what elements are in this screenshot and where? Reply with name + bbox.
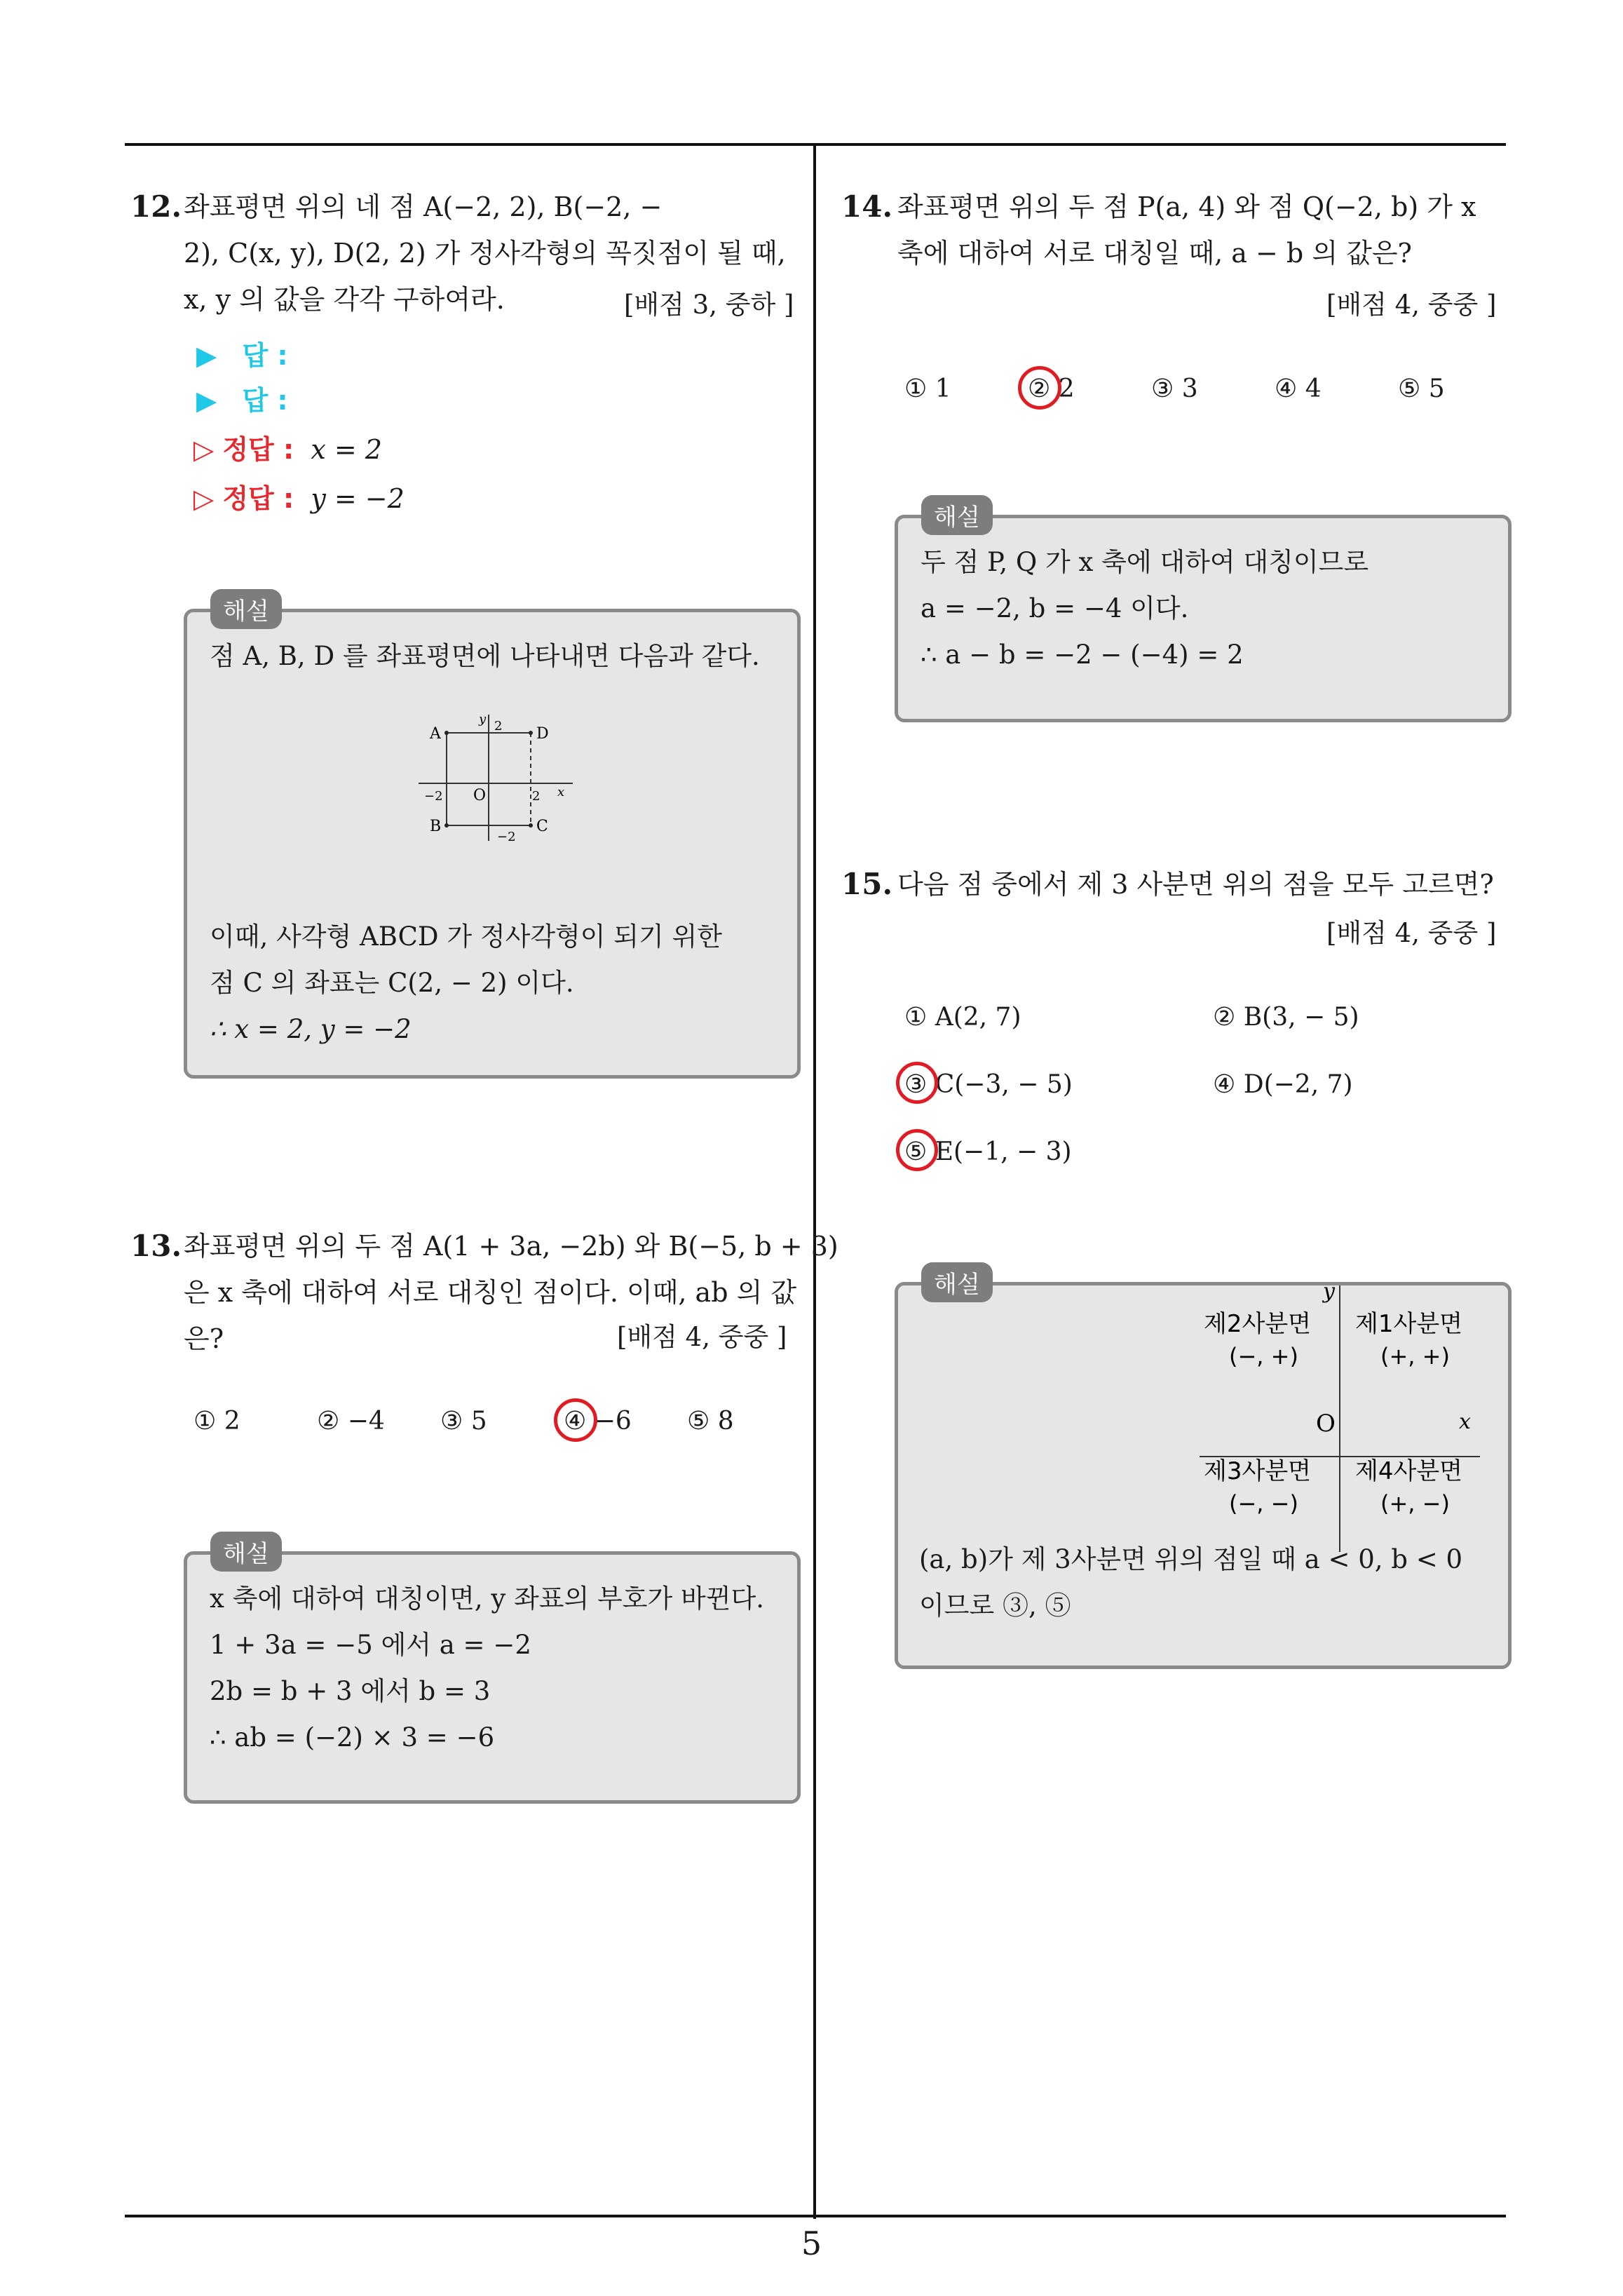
question-text-line: x, y 의 값을 각각 구하여라.	[184, 284, 505, 315]
selected-circle-mark	[896, 1062, 938, 1104]
tick-label: −2	[497, 830, 516, 844]
question-number: 15.	[841, 867, 893, 901]
solution-tag: 해설	[210, 589, 282, 629]
quadrant-2-label: 제2사분면	[1204, 1310, 1312, 1338]
solution-box	[184, 609, 801, 1079]
solution-line: x 축에 대하여 대칭이면, y 좌표의 부호가 바뀐다.	[210, 1583, 764, 1614]
choice-4[interactable]: ④ D(−2, 7)	[1213, 1070, 1353, 1099]
choice-3[interactable]: ③ 3	[1151, 374, 1198, 403]
coordinate-diagram	[412, 708, 594, 848]
question-text-line: 축에 대하여 서로 대칭일 때, a − b 의 값은?	[897, 238, 1412, 269]
question-text-line: 2), C(x, y), D(2, 2) 가 정사각형의 꼭짓점이 될 때,	[184, 238, 786, 269]
solution-line: 2b = b + 3 에서 b = 3	[210, 1676, 491, 1706]
quadrant-4-sign: (+, −)	[1380, 1490, 1450, 1517]
choice-5[interactable]: ⑤ E(−1, − 3)	[904, 1137, 1072, 1166]
quadrant-3-sign: (−, −)	[1229, 1490, 1298, 1517]
tick-label: 2	[532, 789, 541, 804]
point-label-D: D	[536, 725, 549, 743]
score-level: [배점 3, 중하 ]	[624, 290, 794, 320]
choice-4[interactable]: ④ −6	[564, 1407, 632, 1436]
question-number: 14.	[841, 189, 893, 224]
answer-row	[196, 379, 288, 417]
correct-label: 정답 :	[222, 434, 294, 465]
axis-label-y: y	[479, 712, 487, 727]
solution-box	[184, 1551, 801, 1804]
solution-line: 이므로 ③, ⑤	[919, 1591, 1071, 1621]
answer-label: 답 :	[242, 385, 288, 416]
choice-4[interactable]: ④ 4	[1275, 374, 1322, 403]
question-text-line: 은 x 축에 대하여 서로 대칭인 점이다. 이때, ab 의 값	[184, 1277, 797, 1308]
quadrant-2-sign: (−, +)	[1229, 1343, 1298, 1370]
axis-label-x: x	[557, 785, 565, 799]
origin-label: O	[473, 787, 487, 804]
solution-line: 점 C 의 좌표는 C(2, − 2) 이다.	[210, 968, 574, 998]
choice-2[interactable]: ② B(3, − 5)	[1213, 1003, 1359, 1032]
correct-value: y = −2	[311, 483, 405, 514]
choice-2[interactable]: ② −4	[317, 1407, 385, 1436]
solution-line: 이때, 사각형 ABCD 가 정사각형이 되기 위한	[210, 921, 723, 952]
solution-line: ∴ a − b = −2 − (−4) = 2	[921, 640, 1244, 670]
play-icon: ▶	[196, 385, 217, 416]
triangle-outline-icon: ▷	[193, 434, 215, 465]
choice-3[interactable]: ③ 5	[440, 1407, 487, 1436]
choice-2[interactable]: ② 2	[1028, 374, 1075, 403]
score-level: [배점 4, 중중 ]	[1326, 290, 1497, 320]
bottom-rule	[125, 2215, 1506, 2217]
axis-label-y: y	[1323, 1285, 1335, 1304]
choice-3[interactable]: ③ C(−3, − 5)	[904, 1070, 1073, 1099]
quadrant-1-sign: (+, +)	[1380, 1343, 1450, 1370]
question-text-line: 은?	[184, 1323, 224, 1354]
solution-line: a = −2, b = −4 이다.	[921, 593, 1189, 623]
answer-label: 답 :	[242, 340, 288, 371]
solution-tag: 해설	[921, 495, 993, 535]
point-label-C: C	[536, 818, 548, 835]
choice-1[interactable]: ① 2	[193, 1407, 240, 1436]
point-label-A: A	[430, 725, 441, 743]
tick-label: 2	[494, 719, 503, 734]
choice-5[interactable]: ⑤ 8	[687, 1407, 734, 1436]
correct-answer-row	[193, 477, 405, 515]
point-label-B: B	[430, 818, 442, 835]
question-number: 13.	[130, 1229, 182, 1263]
quadrant-1-label: 제1사분면	[1355, 1310, 1463, 1338]
play-icon: ▶	[196, 340, 217, 371]
choice-5[interactable]: ⑤ 5	[1398, 374, 1445, 403]
question-text-line: 좌표평면 위의 두 점 P(a, 4) 와 점 Q(−2, b) 가 x	[897, 191, 1476, 222]
selected-circle-mark	[896, 1129, 938, 1171]
solution-line: ∴ ab = (−2) × 3 = −6	[210, 1722, 495, 1753]
page-number: 5	[801, 2224, 822, 2262]
question-text-line: 좌표평면 위의 네 점 A(−2, 2), B(−2, −	[184, 191, 663, 222]
triangle-outline-icon: ▷	[193, 483, 215, 514]
question-text-line: 다음 점 중에서 제 3 사분면 위의 점을 모두 고르면?	[897, 869, 1494, 900]
solution-line: 점 A, B, D 를 좌표평면에 나타내면 다음과 같다.	[210, 641, 760, 671]
quadrant-4-label: 제4사분면	[1355, 1457, 1463, 1485]
solution-box	[895, 1282, 1512, 1669]
solution-line: ∴ x = 2, y = −2	[210, 1014, 412, 1044]
quadrant-3-label: 제3사분면	[1204, 1457, 1312, 1485]
solution-tag: 해설	[210, 1532, 282, 1572]
correct-answer-row	[193, 428, 382, 466]
score-level: [배점 4, 중중 ]	[617, 1322, 787, 1352]
solution-tag: 해설	[921, 1262, 993, 1302]
tick-label: −2	[424, 789, 443, 804]
solution-line: (a, b)가 제 3사분면 위의 점일 때 a < 0, b < 0	[919, 1544, 1463, 1574]
score-level: [배점 4, 중중 ]	[1326, 918, 1497, 948]
solution-line: 1 + 3a = −5 에서 a = −2	[210, 1630, 531, 1660]
origin-label: O	[1316, 1410, 1336, 1438]
question-text-line: 좌표평면 위의 두 점 A(1 + 3a, −2b) 와 B(−5, b + 3)	[184, 1231, 838, 1262]
correct-label: 정답 :	[222, 483, 294, 514]
choice-1[interactable]: ① A(2, 7)	[904, 1003, 1021, 1032]
correct-value: x = 2	[311, 434, 382, 465]
selected-circle-mark	[1018, 366, 1061, 410]
column-divider	[813, 144, 816, 2219]
choice-1[interactable]: ① 1	[904, 374, 951, 403]
answer-row	[196, 334, 288, 372]
solution-line: 두 점 P, Q 가 x 축에 대하여 대칭이므로	[921, 547, 1369, 577]
axis-label-x: x	[1459, 1410, 1471, 1434]
quadrant-diagram	[898, 1285, 1501, 1552]
selected-circle-mark	[554, 1398, 597, 1442]
solution-box	[895, 515, 1512, 722]
question-number: 12.	[130, 189, 182, 224]
